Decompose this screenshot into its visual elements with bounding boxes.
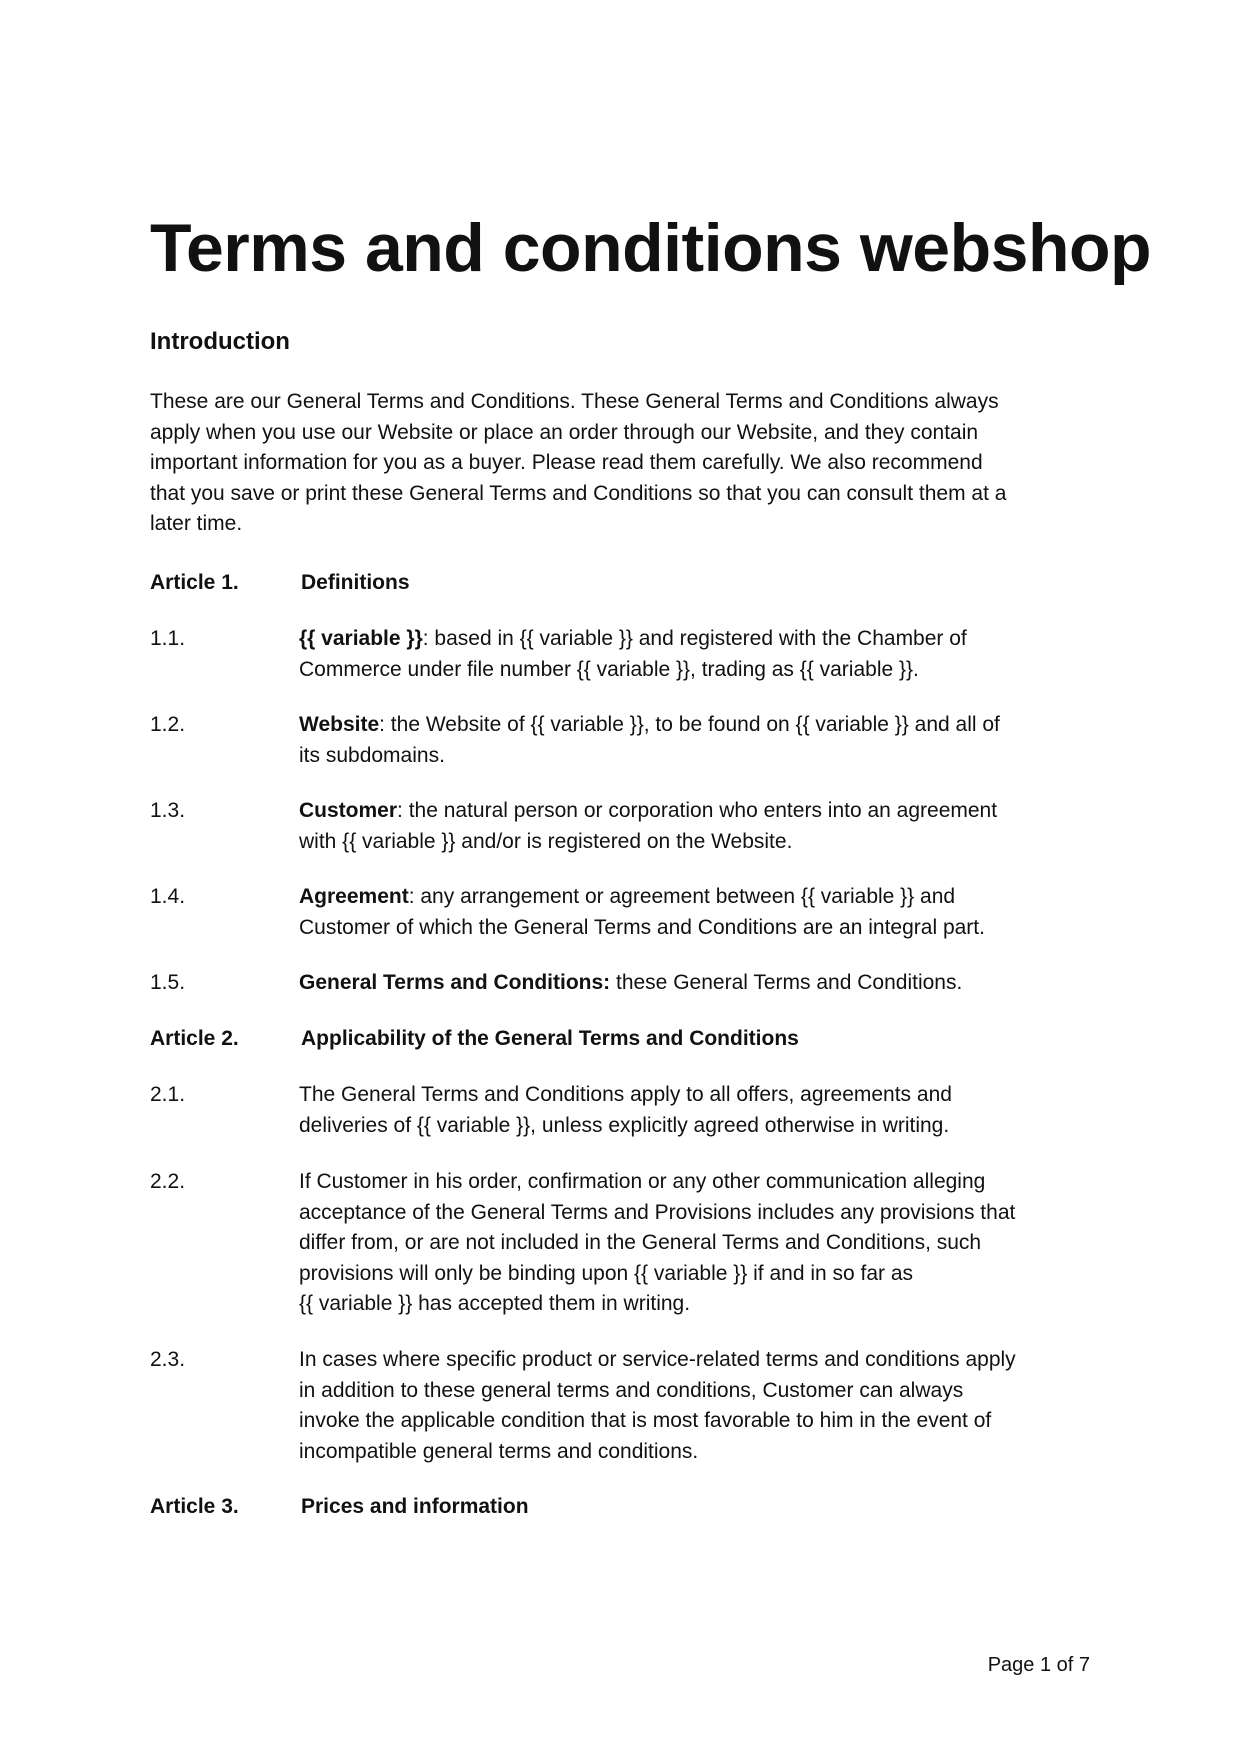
clause-line: these General Terms and Conditions. (610, 971, 963, 994)
clause-number: 1.4. (150, 885, 186, 908)
article-3-heading (150, 1492, 529, 1522)
clause-line: If Customer in his order, confirmation or any other communication alleging (299, 1170, 986, 1193)
document-title: Terms and conditions webshop (150, 210, 1152, 286)
clause-line: acceptance of the General Terms and Provisions includes any provisions that (299, 1200, 1016, 1224)
clause-line: : based in {{ variable }} and registered with the Chamber of (422, 627, 967, 650)
clause-line: differ from, or are not included in the General Terms and Conditions, such (299, 1231, 982, 1254)
defined-term: General Terms and Conditions: (299, 971, 611, 994)
clause-number: 1.3. (150, 799, 186, 822)
clause-line: The General Terms and Conditions apply to all offers, agreements and (299, 1083, 952, 1106)
clause-number: 1.2. (150, 713, 186, 736)
clause-line: In cases where specific product or service-related terms and conditions apply (299, 1348, 1016, 1371)
clause-line: : the Website of {{ variable }}, to be found on {{ variable }} and all of (379, 713, 1000, 736)
clause-line: {{ variable }} has accepted them in writing. (299, 1292, 691, 1315)
clause-line: : any arrangement or agreement between {{ variable }} and (408, 885, 956, 908)
clause-number: 2.3. (150, 1348, 186, 1371)
defined-term: Website (299, 713, 380, 736)
clause-number: 1.5. (150, 971, 186, 994)
clause-line: incompatible general terms and conditions. (299, 1439, 699, 1463)
clause-line: : the natural person or corporation who enters into an agreement (397, 799, 998, 822)
clause-number: 2.2. (150, 1170, 186, 1193)
intro-line: apply when you use our Website or place an order through our Website, and they contain (150, 420, 979, 444)
defined-term: Agreement (299, 885, 409, 908)
clause-line: Customer of which the General Terms and Conditions are an integral part. (299, 915, 985, 939)
article-title: Applicability of the General Terms and Conditions (301, 1027, 799, 1050)
intro-line: important information for you as a buyer. Please read them carefully. We also recommend (150, 451, 983, 474)
article-number: Article 3. (150, 1495, 239, 1518)
intro-line: that you save or print these General Terms and Conditions so that you can consult them at a (150, 481, 1007, 505)
article-title: Definitions (301, 571, 410, 594)
article-number: Article 1. (150, 571, 239, 594)
article-number: Article 2. (150, 1027, 239, 1050)
clause-line: in addition to these general terms and conditions, Customer can always (299, 1378, 964, 1402)
clause-line: its subdomains. (299, 743, 445, 767)
defined-term: {{ variable }} (299, 627, 423, 650)
clause-line: provisions will only be binding upon {{ variable }} if and in so far as (299, 1261, 914, 1285)
defined-term: Customer (299, 799, 398, 822)
intro-paragraph (150, 387, 1090, 540)
article-2-heading (150, 1024, 799, 1054)
clause-line: invoke the applicable condition that is most favorable to him in the event of (299, 1409, 992, 1432)
clause-number: 1.1. (150, 627, 186, 650)
clause-number: 2.1. (150, 1083, 186, 1106)
clause-line: Commerce under file number {{ variable }}, trading as {{ variable }}. (299, 657, 919, 681)
clause-line: with {{ variable }} and/or is registered on the Website. (299, 829, 793, 853)
intro-line: These are our General Terms and Conditions. These General Terms and Conditions always (150, 390, 999, 413)
page-number: Page 1 of 7 (987, 1654, 1090, 1676)
intro-heading: Introduction (150, 328, 290, 355)
article-1-heading (150, 568, 410, 598)
article-title: Prices and information (301, 1495, 529, 1518)
intro-line: later time. (150, 512, 243, 535)
clause-line: deliveries of {{ variable }}, unless explicitly agreed otherwise in writing. (299, 1113, 950, 1137)
